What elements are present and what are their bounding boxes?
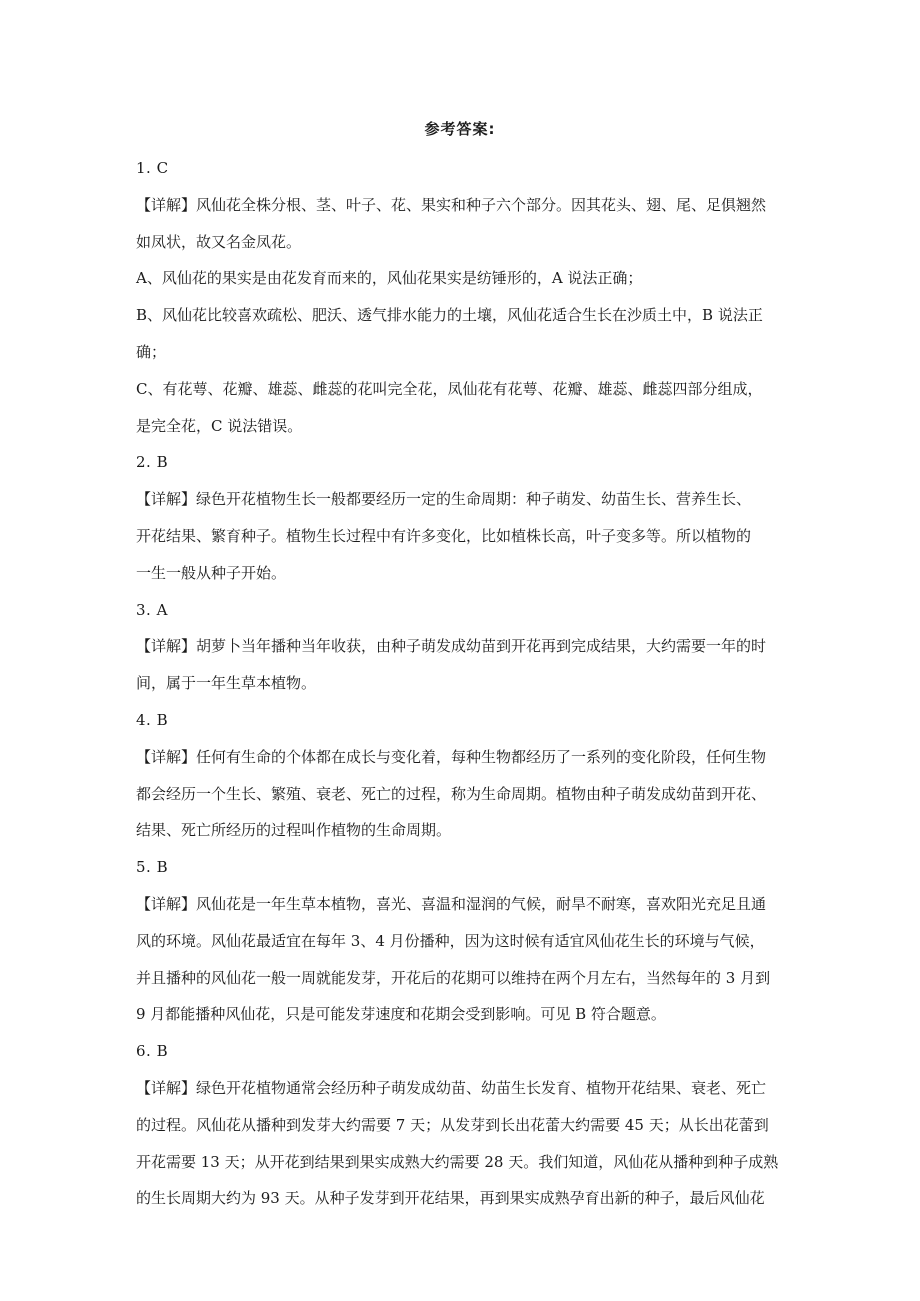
answer-line: 开花需要 13 天；从开花到结果到果实成熟大约需要 28 天。我们知道，风仙花从播种到种子成熟 [136,1152,779,1171]
answer-line: 【详解】胡萝卜当年播种当年收获，由种子萌发成幼苗到开花再到完成结果，大约需要一年的时 [136,637,767,656]
answer-line: 一生一般从种子开始。 [136,563,287,582]
answer-line: 【详解】任何有生命的个体都在成长与变化着，每种生物都经历了一系列的变化阶段，任何生物 [136,747,767,766]
answer-number: 4. B [136,710,169,729]
answer-number: 6. B [136,1042,169,1061]
answer-line: 风的环境。风仙花最适宜在每年 3、4 月份播种，因为这时候有适宜风仙花生长的环境与气候， [136,931,765,950]
page-title: 参考答案: [424,120,496,138]
answer-line: 的生长周期大约为 93 天。从种子发芽到开花结果，再到果实成熟孕育出新的种子，最后风仙花 [136,1189,765,1208]
answer-line: 确； [136,342,167,361]
answer-number: 1. C [136,159,169,177]
answer-line: 是完全花，C 说法错误。 [136,416,303,435]
answer-line: 如凤状，故又名金凤花。 [136,232,302,251]
answer-number: 5. B [136,858,169,877]
answer-line: 【详解】绿色开花植物生长一般都要经历一定的生命周期：种子萌发、幼苗生长、营养生长、 [136,490,752,509]
answer-line: 的过程。风仙花从播种到发芽大约需要 7 天；从发芽到长出花蕾大约需要 45 天；从长出花蕾到 [136,1115,769,1134]
answer-line: 【详解】风仙花是一年生草本植物，喜光、喜温和湿润的气候，耐旱不耐寒，喜欢阳光充足且通 [136,894,767,913]
answer-line: C、有花萼、花瓣、雄蕊、雌蕊的花叫完全花，凤仙花有花萼、花瓣、雄蕊、雌蕊四部分组成， [136,379,763,398]
answer-line: 【详解】风仙花全株分根、茎、叶子、花、果实和种子六个部分。因其花头、翅、尾、足俱翘然 [136,195,767,214]
answer-line: B、风仙花比较喜欢疏松、肥沃、透气排水能力的土壤，风仙花适合生长在沙质土中，B 说法正 [136,306,763,325]
answer-line: 结果、死亡所经历的过程叫作植物的生命周期。 [136,821,452,840]
answer-line: 间，属于一年生草本植物。 [136,674,317,693]
answer-line: 【详解】绿色开花植物通常会经历种子萌发成幼苗、幼苗生长发育、植物开花结果、衰老、死亡 [136,1078,767,1097]
answer-number: 2. B [136,453,169,472]
answer-line: 开花结果、繁育种子。植物生长过程中有许多变化，比如植株长高，叶子变多等。所以植物的 [136,526,752,545]
answers-body [136,150,796,1217]
answer-line: A、风仙花的果实是由花发育而来的，风仙花果实是纺锤形的，A 说法正确； [136,269,643,288]
answer-line: 都会经历一个生长、繁殖、衰老、死亡的过程，称为生命周期。植物由种子萌发成幼苗到开花、 [136,784,767,803]
answer-number: 3. A [136,600,168,619]
answer-line: 并且播种的风仙花一般一周就能发芽，开花后的花期可以维持在两个月左右，当然每年的 3 月到 [136,968,771,987]
answer-line: 9 月都能播种风仙花，只是可能发芽速度和花期会受到影响。可见 B 符合题意。 [136,1005,666,1024]
